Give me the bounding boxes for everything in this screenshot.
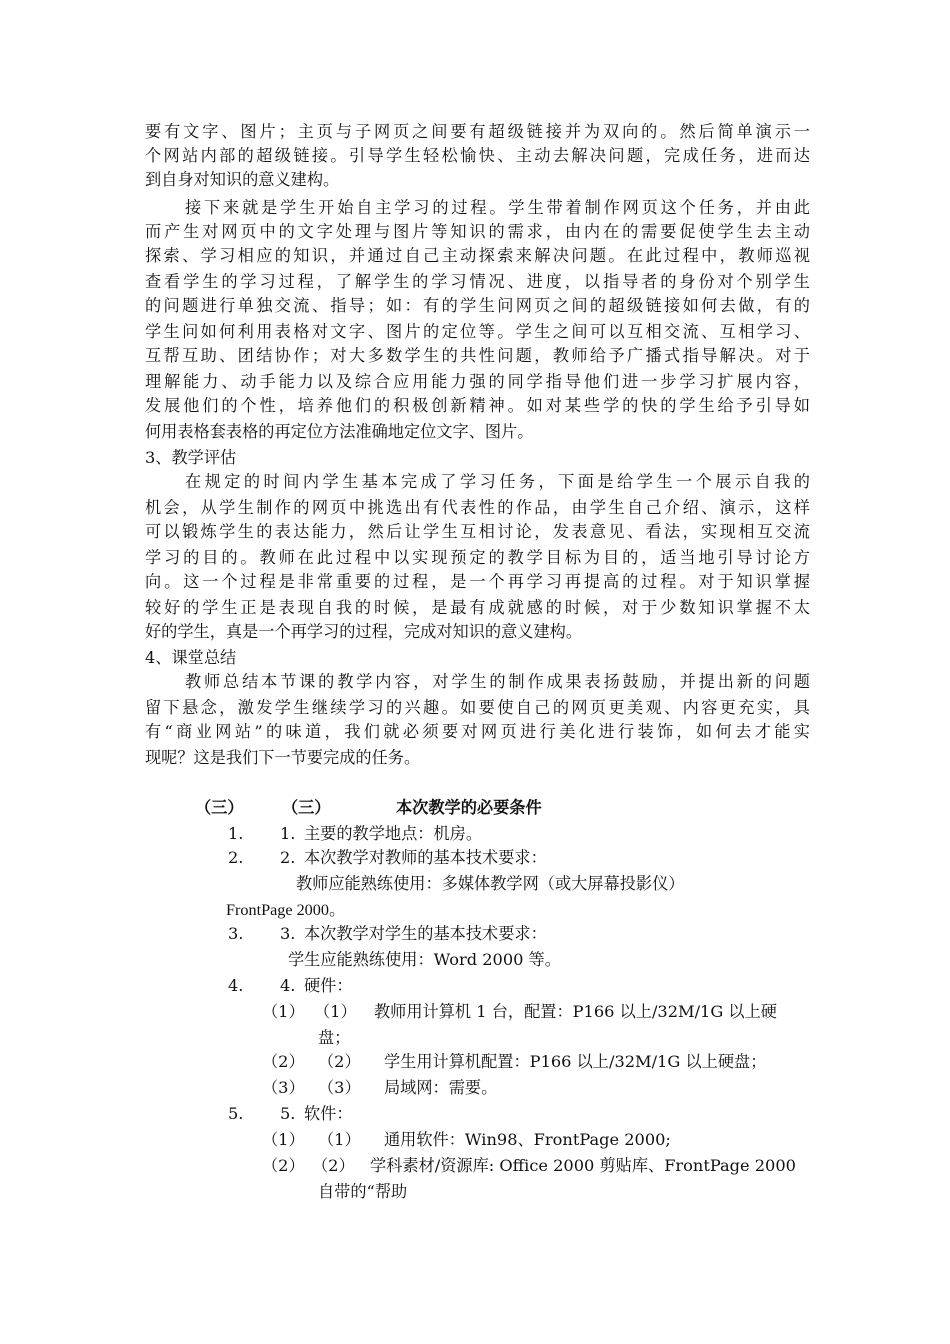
list-number: 2. xyxy=(280,848,296,867)
paragraph-line: 教师总结本节课的教学内容，对学生的制作成果表扬鼓励，并提出新的问题 xyxy=(185,672,810,691)
list-item: 本次教学对教师的基本技术要求： xyxy=(304,848,547,867)
sub-number: （1） xyxy=(318,1130,361,1149)
list-number: 5. xyxy=(280,1104,296,1123)
sub-item: 通用软件：Win98、FrontPage 2000; xyxy=(384,1130,671,1149)
section-heading: 3、教学评估 xyxy=(145,448,237,467)
paragraph-line: 互帮互助、团结协作；对大多数学生的共性问题，教师给予广播式指导解决。对于 xyxy=(145,346,810,365)
list-number: 4. xyxy=(280,976,296,995)
sub-number: （2） xyxy=(262,1052,305,1071)
list-number: 3. xyxy=(280,924,296,943)
list-item: 软件： xyxy=(304,1104,353,1123)
sub-number: （2） xyxy=(318,1052,361,1071)
paragraph-line: 好的学生，真是一个再学习的过程，完成对知识的意义建构。 xyxy=(145,622,583,641)
paragraph-line: 可以锻炼学生的表达能力，然后让学生互相讨论，发表意见、看法，实现相互交流 xyxy=(145,522,810,541)
paragraph-line: 而产生对网页中的文字处理与图片等知识的需求，由内在的需要促使学生去主动 xyxy=(145,222,810,241)
sub-number: （1） xyxy=(262,1130,305,1149)
paragraph-line: 学习的目的。教师在此过程中以实现预定的教学目标为目的，适当地引导讨论方 xyxy=(145,548,810,567)
list-number: 3. xyxy=(228,924,244,943)
paragraph-line: 较好的学生正是表现自我的时候，是最有成就感的时候，对于少数知识掌握不太 xyxy=(145,598,810,617)
paragraph-line: 机会，从学生制作的网页中挑选出有代表性的作品，由学生自己介绍、演示，这样 xyxy=(145,498,810,517)
paragraph-line: 理解能力、动手能力以及综合应用能力强的同学指导他们进一步学习扩展内容， xyxy=(145,372,810,391)
list-number: 5. xyxy=(228,1104,244,1123)
paragraph-line: 在规定的时间内学生基本完成了学习任务，下面是给学生一个展示自我的 xyxy=(185,472,810,491)
sub-number: （1） xyxy=(314,1002,357,1021)
paragraph-line: 发展他们的个性，培养他们的积极创新精神。如对某些学的快的学生给予引导如 xyxy=(145,396,810,415)
sub-item: 学科素材/资源库: Office 2000 剪贴库、FrontPage 2000 xyxy=(370,1156,796,1175)
section-title: 本次教学的必要条件 xyxy=(396,798,542,817)
section-heading: 4、课堂总结 xyxy=(145,648,237,667)
sub-item: 教师用计算机 1 台，配置：P166 以上/32M/1G 以上硬 xyxy=(374,1002,777,1021)
paragraph-line: 向。这一个过程是非常重要的过程，是一个再学习再提高的过程。对于知识掌握 xyxy=(145,572,810,591)
paragraph-line: 何用表格套表格的再定位方法准确地定位文字、图片。 xyxy=(145,422,534,441)
sub-item-continued: 盘； xyxy=(318,1028,351,1047)
paragraph-line: 查看学生的学习过程，了解学生的学习情况、进度，以指导者的身份对个别学生 xyxy=(145,272,810,291)
list-item: 本次教学对学生的基本技术要求： xyxy=(304,924,547,943)
list-number: 1. xyxy=(228,824,244,843)
paragraph-line: 有“商业网站”的味道，我们就必须要对网页进行美化进行装饰，如何去才能实 xyxy=(145,722,810,741)
paragraph-line: 的问题进行单独交流、指导；如：有的学生问网页之间的超级链接如何去做，有的 xyxy=(145,296,810,315)
paragraph-line: 现呢？这是我们下一节要完成的任务。 xyxy=(145,748,421,767)
paragraph-line: 探索、学习相应的知识，并通过自己主动探索来解决问题。在此过程中，教师巡视 xyxy=(145,246,810,265)
sub-number: （3） xyxy=(262,1078,305,1097)
sub-item: 学生用计算机配置：P166 以上/32M/1G 以上硬盘； xyxy=(384,1052,767,1071)
paragraph-line: 留下悬念，激发学生继续学习的兴趣。如要使自己的网页更美观、内容更充实，具 xyxy=(145,698,810,717)
paragraph-line: 要有文字、图片；主页与子网页之间要有超级链接并为双向的。然后简单演示一 xyxy=(145,122,810,141)
list-item-detail: 教师应能熟练使用：多媒体教学网（或大屏幕投影仪） xyxy=(296,874,685,893)
sub-number: （2） xyxy=(312,1156,355,1175)
list-number: 4. xyxy=(228,976,244,995)
paragraph-line: 接下来就是学生开始自主学习的过程。学生带着制作网页这个任务，并由此 xyxy=(185,198,810,217)
sub-number: （1） xyxy=(262,1002,305,1021)
list-item: 主要的教学地点：机房。 xyxy=(304,824,483,843)
list-number: 2. xyxy=(228,848,244,867)
paragraph-line: 到自身对知识的意义建构。 xyxy=(145,170,340,189)
paragraph-line: 学生问如何利用表格对文字、图片的定位等。学生之间可以互相交流、互相学习、 xyxy=(145,322,810,341)
section-number: （三） xyxy=(195,798,244,817)
list-number: 1. xyxy=(280,824,296,843)
sub-number: （2） xyxy=(262,1156,305,1175)
sub-item: 局域网：需要。 xyxy=(384,1078,498,1097)
list-item: 硬件： xyxy=(304,976,353,995)
paragraph-line: 个网站内部的超级链接。引导学生轻松愉快、主动去解决问题，完成任务，进而达 xyxy=(145,146,810,165)
sub-item-continued: 自带的“帮助 xyxy=(318,1182,408,1201)
sub-number: （3） xyxy=(318,1078,361,1097)
list-item-detail: FrontPage 2000。 xyxy=(226,901,346,919)
list-item-detail: 学生应能熟练使用：Word 2000 等。 xyxy=(288,950,561,969)
section-number: （三） xyxy=(282,798,331,817)
